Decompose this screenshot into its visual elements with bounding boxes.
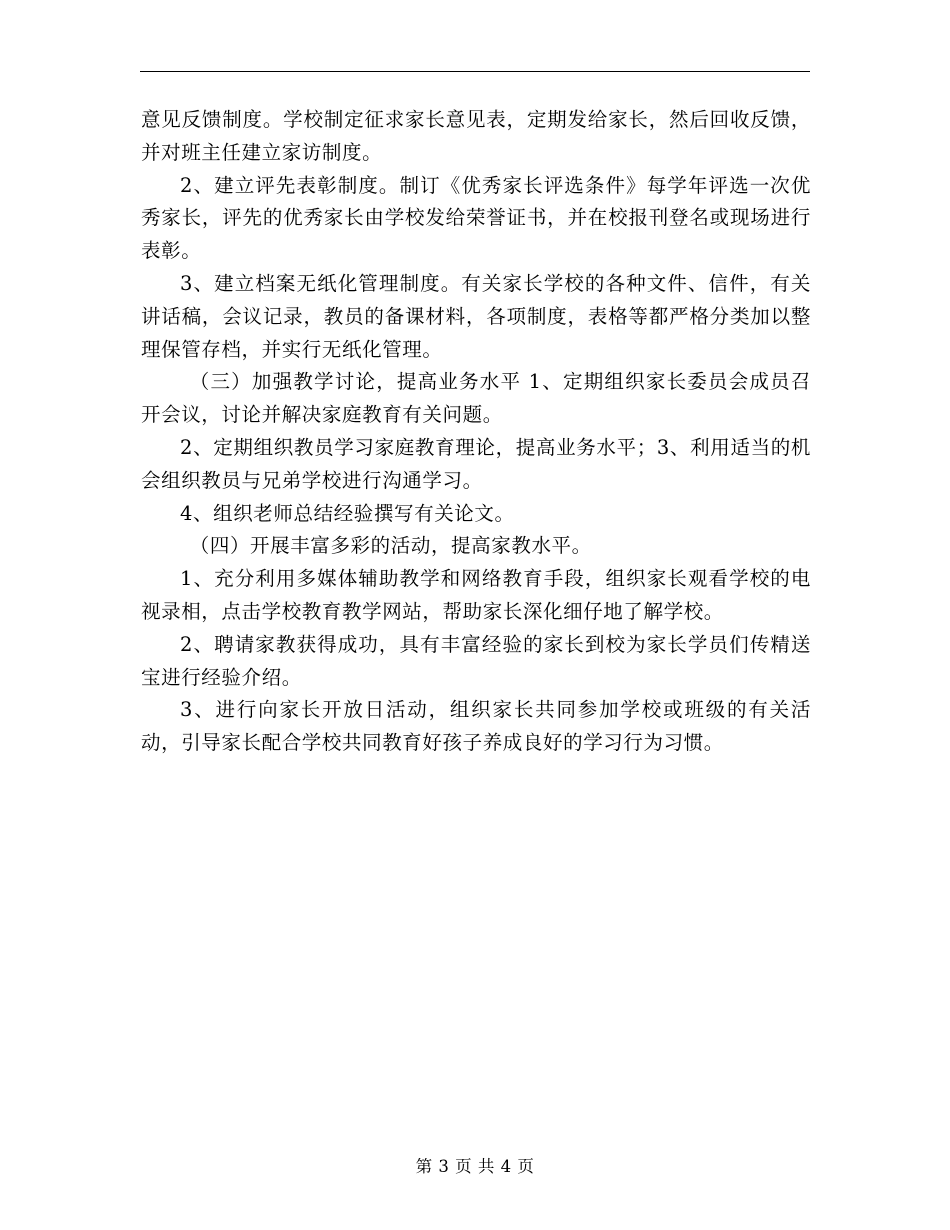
paragraph-multimedia: 1、充分利用多媒体辅助教学和网络教育手段，组织家长观看学校的电视录相，点击学校教育教学网站，帮助家长深化细仔地了解学校。 (141, 567, 811, 623)
section-heading-activities: （四）开展丰富多彩的活动，提高家教水平。 (189, 534, 592, 558)
paragraph-teacher-study: 2、定期组织教员学习家庭教育理论，提高业务水平；3、利用适当的机会组织教员与兄弟学校进行沟通学习。 (141, 435, 811, 492)
paragraph-experience-sharing: 2、聘请家教获得成功，具有丰富经验的家长到校为家长学员们传精送宝进行经验介绍。 (141, 632, 811, 689)
paragraph-papers: 4、组织老师总结经验撰写有关论文。 (180, 501, 515, 525)
paragraph-commendation-system: 2、建立评先表彰制度。制订《优秀家长评选条件》每学年评选一次优秀家长，评先的优秀家长由学校发给荣誉证书，并在校报刊登名或现场进行表彰。 (141, 173, 811, 263)
paragraph-open-day: 3、进行向家长开放日活动，组织家长共同参加学校或班级的有关活动，引导家长配合学校共同教育好孩子养成良好的学习行为习惯。 (141, 698, 811, 755)
page-number-footer: 第 3 页 共 4 页 (415, 1157, 535, 1176)
paragraph-feedback-system: 意见反馈制度。学校制定征求家长意见表，定期发给家长，然后回收反馈，并对班主任建立家访制度。 (141, 108, 811, 164)
document-body (141, 104, 811, 760)
section-heading-teaching-discussion: （三）加强教学讨论，提高业务水平 1、定期组织家长委员会成员召开会议，讨论并解决家庭教育有关问题。 (141, 370, 811, 427)
paragraph-archive-system: 3、建立档案无纸化管理制度。有关家长学校的各种文件、信件，有关讲话稿，会议记录，教员的备课材料，各项制度，表格等都严格分类加以整理保管存档，并实行无纸化管理。 (141, 271, 811, 361)
header-rule (140, 71, 810, 72)
